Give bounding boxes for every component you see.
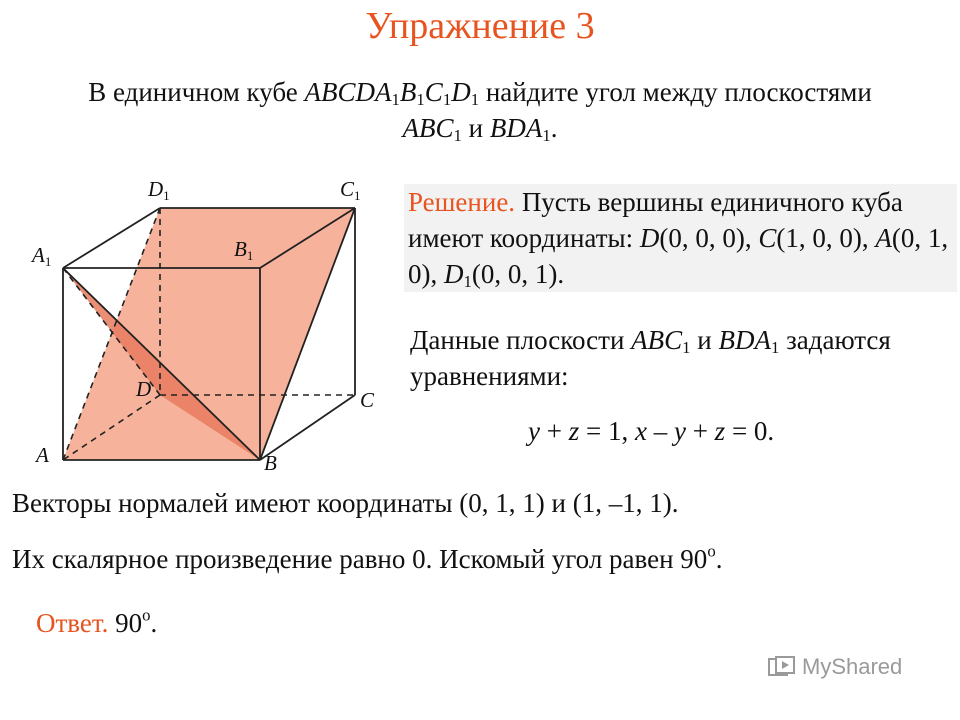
slides-logo-icon <box>768 656 796 678</box>
label-d: D <box>136 377 152 401</box>
cube-figure <box>22 168 392 478</box>
label-b1: B1 <box>234 237 254 263</box>
label-a1: A1 <box>32 243 52 269</box>
answer-line: Ответ. 90$^o$. <box>36 605 158 638</box>
label-a: A <box>36 443 49 467</box>
problem-statement: В единичном кубе $ABCDA_1B_1C_1D_1$ найдите угол между плоскостями $ABC_1$ и $BDA_1$. <box>88 77 872 146</box>
slide-title: Упражнение 3 <box>365 5 595 47</box>
watermark-text: MyShared <box>802 654 903 679</box>
planes-paragraph: Данные плоскости $ABC_1$ и $BDA_1$ задаются уравнениями: <box>410 325 891 391</box>
scalar-product-text: Их скалярное произведение равно 0. Искомый угол равен 90$^o$. <box>12 541 723 574</box>
plane-equations: y + z = 1, x – y + z = 0. <box>528 416 775 446</box>
label-b: B <box>264 451 277 475</box>
solution-heading: Решение. <box>408 187 516 217</box>
label-c: C <box>360 388 375 412</box>
solution-paragraph: Решение. Пусть вершины единичного куба имеют координаты: D(0, 0, 0), C(1, 0, 0), A(0, 1, 0), $D_1(0$, 0, 1). <box>404 184 957 292</box>
watermark <box>768 654 902 680</box>
answer-label: Ответ. <box>36 608 109 638</box>
normals-text: Векторы нормалей имеют координаты (0, 1, 1) и (1, –1, 1). <box>12 488 679 518</box>
label-d1: D1 <box>148 177 170 203</box>
label-c1: C1 <box>340 177 361 203</box>
